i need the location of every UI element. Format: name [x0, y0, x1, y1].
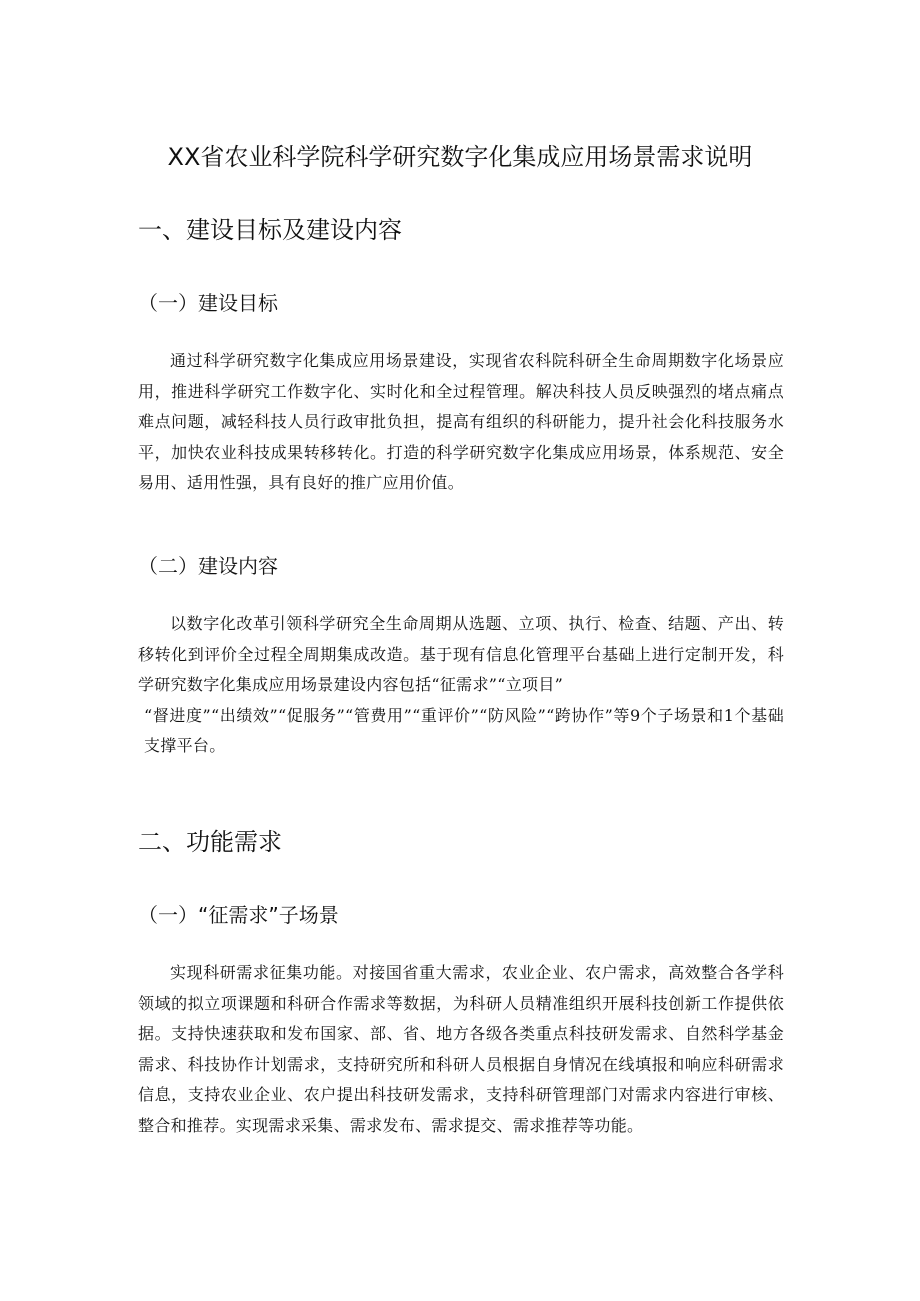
section-heading-functional-requirements: 二、功能需求 [138, 828, 282, 856]
subsection-heading-construction-goals: （一）建设目标 [138, 291, 278, 315]
subsection-heading-construction-content: （二）建设内容 [138, 554, 278, 578]
paragraph-construction-content-part1: 以数字化改革引领科学研究全生命周期从选题、立项、执行、检查、结题、产出、转移转化到评价全过程全周期集成改造。基于现有信息化管理平台基础上进行定制开发，科学研究数字化集成应用场景建设内容包括“征需求”“立项目” [138, 614, 784, 694]
paragraph-construction-content [138, 609, 784, 762]
paragraph-demand-collection: 实现科研需求征集功能。对接国省重大需求，农业企业、农户需求，高效整合各学科领域的拟立项课题和科研合作需求等数据，为科研人员精准组织开展科技创新工作提供依据。支持快速获取和发布国家、部、省、地方各级各类重点科技研发需求、自然科学基金需求、科技协作计划需求，支持研究所和科研人员根据自身情况在线填报和响应科研需求信息，支持农业企业、农户提出科技研发需求，支持科研管理部门对需求内容进行审核、整合和推荐。实现需求采集、需求发布、需求提交、需求推荐等功能。 [138, 963, 784, 1135]
section-heading-construction-goals-content: 一、建设目标及建设内容 [138, 216, 402, 244]
paragraph-construction-content-part2: “督进度”“出绩效”“促服务”“管费用”“重评价”“防风险”“跨协作”等9个子场景和1个基础支撑平台。 [144, 705, 784, 755]
document-title: XX省农业科学院科学研究数字化集成应用场景需求说明 [167, 143, 753, 171]
paragraph-construction-goals: 通过科学研究数字化集成应用场景建设，实现省农科院科研全生命周期数字化场景应用，推进科学研究工作数字化、实时化和全过程管理。解决科技人员反映强烈的堵点痛点难点问题，减轻科技人员行政审批负担，提高有组织的科研能力，提升社会化科技服务水平，加快农业科技成果转移转化。打造的科学研究数字化集成应用场景，体系规范、安全易用、适用性强，具有良好的推广应用价值。 [138, 351, 784, 492]
subsection-heading-demand-collection: （一）“征需求”子场景 [138, 903, 339, 927]
